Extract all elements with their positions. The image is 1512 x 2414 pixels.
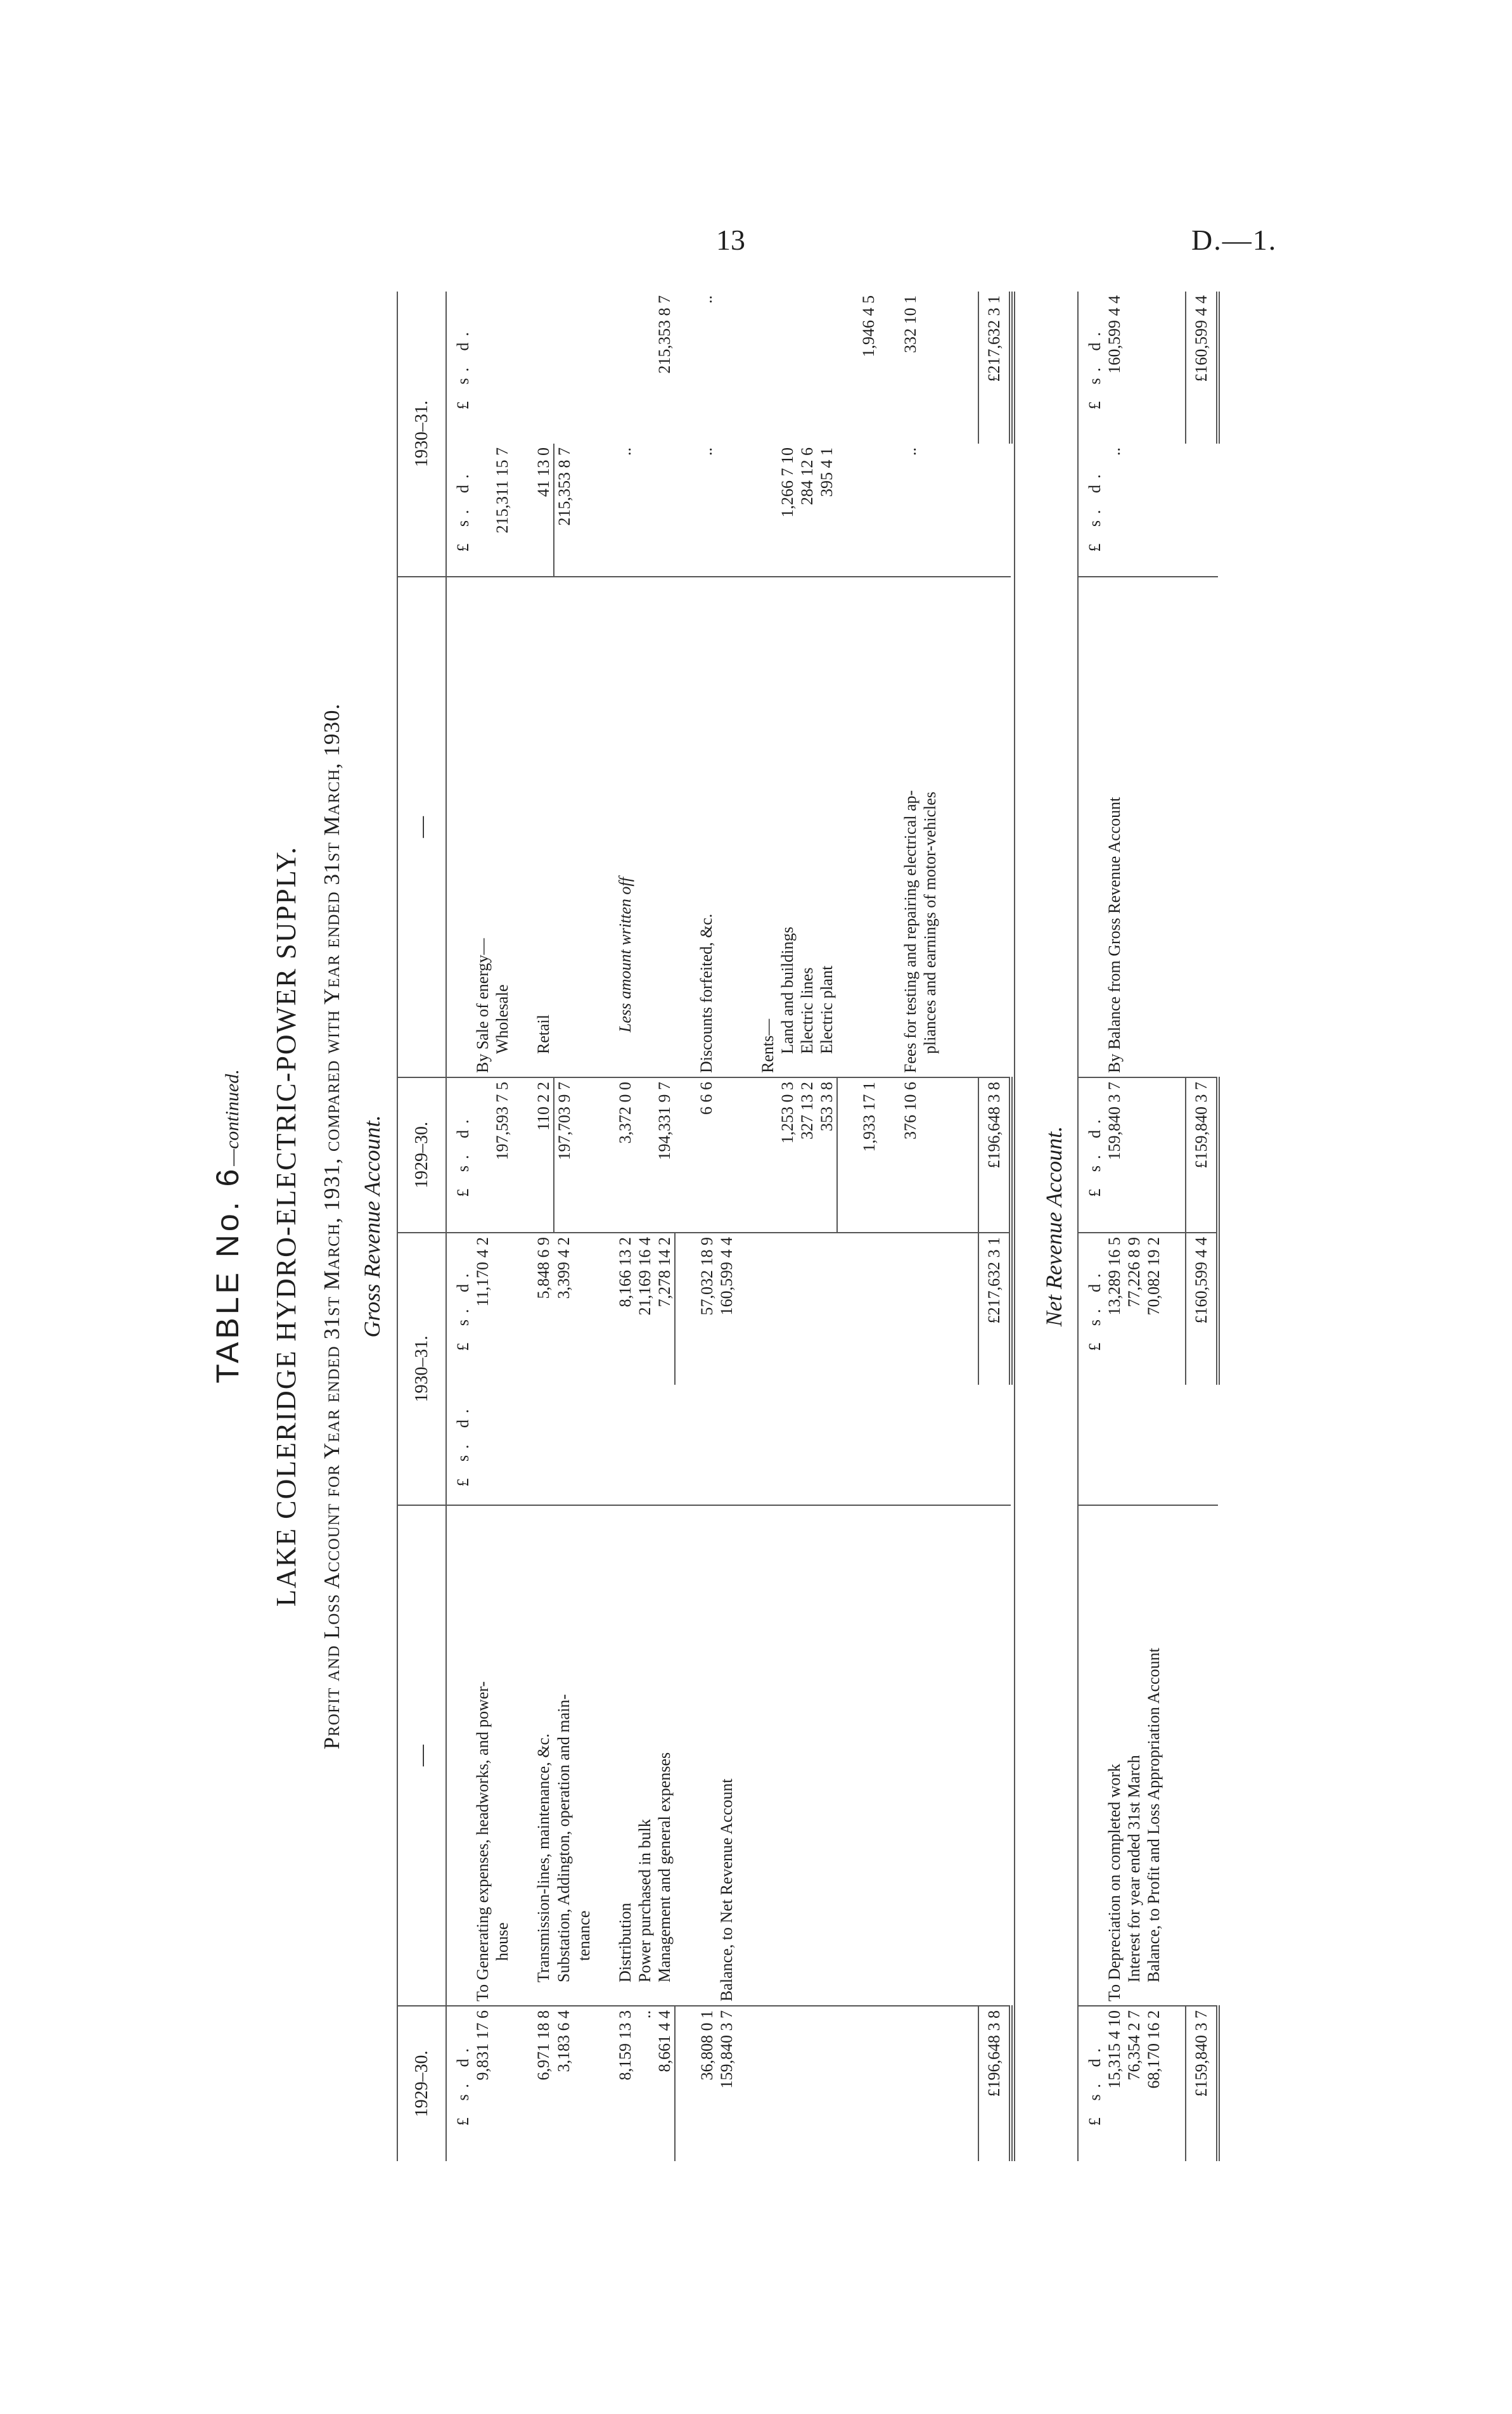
- credit-prev: 1,253 0 3: [778, 1077, 797, 1233]
- credit-curr-b: [473, 292, 492, 444]
- credit-prev: 110 2 2: [512, 1077, 554, 1233]
- credit-curr-b: 1,946 4 5: [859, 295, 878, 357]
- credit-prev: 197,593 7 5: [492, 1077, 512, 1233]
- debit-prev: 6,971 18 8: [512, 2006, 554, 2161]
- unit-header: £ s. d.: [1078, 1077, 1105, 1233]
- credit-curr-b: 332 10 1: [901, 295, 919, 353]
- gross-row: [879, 292, 920, 2161]
- credit-prev: 6 6 6: [675, 1077, 717, 1233]
- supply-title: LAKE COLERIDGE HYDRO-ELECTRIC-POWER SUPPLY.: [271, 845, 302, 1607]
- credit-prev: 327 13 2: [797, 1077, 817, 1233]
- credit-prev: 194,331 9 7: [655, 1077, 675, 1233]
- gross-row: [554, 292, 574, 2161]
- debit-prev: 3,183 6 4: [554, 2006, 574, 2161]
- credit-label: By Balance from Gross Revenue Account: [1105, 797, 1124, 1073]
- net-unit-row: [1078, 292, 1105, 2161]
- credit-total-curr: £160,599 4 4: [1186, 292, 1218, 444]
- gross-credit-col-1930: 1930–31.: [397, 292, 446, 577]
- gross-row: [473, 292, 492, 2161]
- document-code: D.—1.: [1191, 224, 1278, 256]
- gross-debit-col-1930: 1930–31.: [397, 1233, 446, 1505]
- net-revenue-title: Net Revenue Account.: [1041, 1126, 1067, 1327]
- credit-label-cont: pliances and earnings of motor-vehicles: [921, 792, 939, 1054]
- debit-prev: 76,354 2 7: [1124, 2006, 1144, 2161]
- gross-debit-dash: —: [397, 1505, 446, 2006]
- debit-curr: 5,848 6 9: [512, 1233, 554, 1385]
- net-revenue-table: [1077, 292, 1220, 2161]
- gross-row: [778, 292, 797, 2161]
- unit-header: £ s. d.: [1078, 1233, 1105, 1385]
- gross-row: [574, 292, 594, 2161]
- credit-curr-a: ..: [675, 444, 717, 577]
- debit-prev: ..: [635, 2006, 655, 2161]
- debit-total-curr: £217,632 3 1: [978, 1233, 1011, 1385]
- credit-label: Wholesale: [493, 984, 511, 1054]
- debit-label-cont: house: [493, 1922, 511, 1961]
- credit-curr-a: 395 4 1: [817, 444, 837, 577]
- credit-label: Fees for testing and repairing electrical ap-: [901, 790, 919, 1073]
- gross-header-row: [397, 292, 446, 2161]
- page-number: 13: [716, 224, 745, 256]
- debit-curr: 3,399 4 2: [554, 1233, 574, 1385]
- rotated-table-block: [209, 292, 1255, 2161]
- gross-credit-dash: —: [397, 577, 446, 1077]
- debit-prev: 8,159 13 3: [594, 2006, 635, 2161]
- unit-header: £ s. d.: [454, 325, 472, 410]
- unit-header: £ s. d.: [446, 444, 473, 577]
- credit-prev: 1,933 17 1: [837, 1077, 879, 1233]
- credit-label: By Sale of energy—: [473, 938, 492, 1073]
- credit-label: Less amount written off: [616, 877, 634, 1032]
- debit-total-prev: £159,840 3 7: [1186, 2006, 1218, 2161]
- net-row: [1144, 292, 1163, 2161]
- unit-header: £ s. d.: [446, 1233, 473, 1385]
- credit-curr-a: 215,311 15 7: [492, 444, 512, 577]
- debit-label: Power purchased in bulk: [636, 1819, 654, 1982]
- gross-debit-col-1929: 1929–30.: [397, 2006, 446, 2161]
- credit-label: Electric lines: [798, 967, 816, 1054]
- gross-unit-row: [446, 292, 473, 2161]
- unit-header: £ s. d.: [1078, 444, 1105, 577]
- unit-header: £ s. d.: [1086, 325, 1104, 410]
- debit-prev: 15,315 4 10: [1105, 2006, 1124, 2161]
- unit-header: £ s. d.: [1078, 2006, 1105, 2161]
- table-title-suffix: —continued.: [222, 1069, 243, 1166]
- credit-total-prev: £196,648 3 8: [978, 1077, 1011, 1233]
- credit-prev: 353 3 8: [817, 1077, 837, 1233]
- gross-row: [635, 292, 655, 2161]
- debit-curr: 11,170 4 2: [473, 1233, 492, 1385]
- debit-prev: 68,170 16 2: [1144, 2006, 1163, 2161]
- gross-row: [492, 292, 512, 2161]
- debit-curr: 21,169 16 4: [635, 1233, 655, 1385]
- credit-prev: 3,372 0 0: [594, 1077, 635, 1233]
- debit-curr: 57,032 18 9: [675, 1233, 717, 1385]
- credit-prev: 197,703 9 7: [554, 1077, 574, 1233]
- gross-row: [717, 292, 736, 2161]
- debit-curr: 7,278 14 2: [655, 1233, 675, 1385]
- gross-row: [797, 292, 817, 2161]
- debit-curr: 70,082 19 2: [1144, 1233, 1163, 1385]
- credit-curr-b: 160,599 4 4: [1105, 295, 1124, 374]
- unit-header: £ s. d.: [446, 1077, 473, 1233]
- credit-label: Discounts forfeited, &c.: [697, 913, 715, 1073]
- debit-total-prev: £196,648 3 8: [978, 2006, 1011, 2161]
- credit-curr-a: 215,353 8 7: [554, 444, 574, 577]
- debit-label-cont: tenance: [575, 1910, 593, 1961]
- gross-bottom-rule: [1011, 292, 1015, 2161]
- debit-label: To Generating expenses, headworks, and power-: [473, 1681, 492, 2001]
- debit-label: Substation, Addington, operation and main-: [554, 1694, 573, 1982]
- credit-curr-a: 41 13 0: [512, 444, 554, 577]
- credit-curr-a: 284 12 6: [797, 444, 817, 577]
- net-row: [1105, 292, 1124, 2161]
- debit-label: Balance, to Profit and Loss Appropriation Account: [1144, 1648, 1163, 1982]
- gross-row: [817, 292, 837, 2161]
- credit-prev: 159,840 3 7: [1105, 1077, 1124, 1233]
- debit-prev: 8,661 4 4: [655, 2006, 675, 2161]
- gross-row: [920, 292, 940, 2161]
- credit-total-prev: £159,840 3 7: [1186, 1077, 1218, 1233]
- debit-label: Management and general expenses: [655, 1752, 674, 1982]
- debit-prev: 36,808 0 1: [675, 2006, 717, 2161]
- debit-prev: 159,840 3 7: [717, 2006, 736, 2161]
- gross-total-row: [978, 292, 1011, 2161]
- debit-curr: 77,226 8 9: [1124, 1233, 1144, 1385]
- credit-curr-a: ..: [1105, 444, 1124, 577]
- debit-curr: 8,166 13 2: [594, 1233, 635, 1385]
- unit-header: £ s. d.: [446, 2006, 473, 2161]
- debit-label: Transmission-lines, maintenance, &c.: [534, 1733, 553, 1982]
- credit-prev: 376 10 6: [879, 1077, 920, 1233]
- debit-label: To Depreciation on completed work: [1105, 1763, 1124, 2001]
- account-title: Profit and Loss Account for Year ended 31st March, 1931, compared with Year ended 31st March, 1930.: [319, 703, 344, 1750]
- table-title-text: TABLE No. 6: [210, 1165, 245, 1384]
- net-total-row: [1186, 292, 1218, 2161]
- credit-curr-a: ..: [594, 444, 635, 577]
- gross-revenue-table: [397, 292, 1015, 2161]
- credit-total-curr: £217,632 3 1: [978, 292, 1011, 444]
- credit-curr-a: ..: [879, 444, 920, 577]
- credit-curr-a: 1,266 7 10: [778, 444, 797, 577]
- debit-prev: 9,831 17 6: [473, 2006, 492, 2161]
- debit-curr: 13,289 16 5: [1105, 1233, 1124, 1385]
- debit-label: Distribution: [616, 1903, 634, 1982]
- credit-label: Rents—: [759, 1018, 777, 1073]
- gross-row: [512, 292, 554, 2161]
- gross-row: [594, 292, 635, 2161]
- unit-header: £ s. d.: [446, 1385, 473, 1505]
- credit-curr-b: 215,353 8 7: [655, 295, 674, 374]
- debit-total-curr: £160,599 4 4: [1186, 1233, 1218, 1385]
- net-spacer-row: [1163, 292, 1186, 2161]
- net-row: [1124, 292, 1144, 2161]
- gross-spacer-row: [940, 292, 978, 2161]
- debit-label: Balance, to Net Revenue Account: [717, 1778, 736, 2001]
- gross-row: [837, 292, 879, 2161]
- credit-curr-a: [473, 444, 492, 577]
- credit-label: Retail: [534, 1014, 553, 1054]
- credit-curr-b: ..: [697, 295, 715, 304]
- gross-row: [736, 292, 778, 2161]
- debit-label: Interest for year ended 31st March: [1125, 1755, 1143, 1982]
- gross-row: [655, 292, 675, 2161]
- table-title: [209, 292, 246, 2161]
- credit-prev: [473, 1077, 492, 1233]
- gross-revenue-title: Gross Revenue Account.: [359, 1115, 385, 1338]
- gross-credit-col-1929: 1929–30.: [397, 1077, 446, 1233]
- credit-label: Land and buildings: [778, 927, 797, 1054]
- gross-row: [675, 292, 717, 2161]
- debit-label: [675, 1505, 717, 2006]
- debit-curr: 160,599 4 4: [717, 1233, 736, 1385]
- credit-label: Electric plant: [817, 965, 836, 1054]
